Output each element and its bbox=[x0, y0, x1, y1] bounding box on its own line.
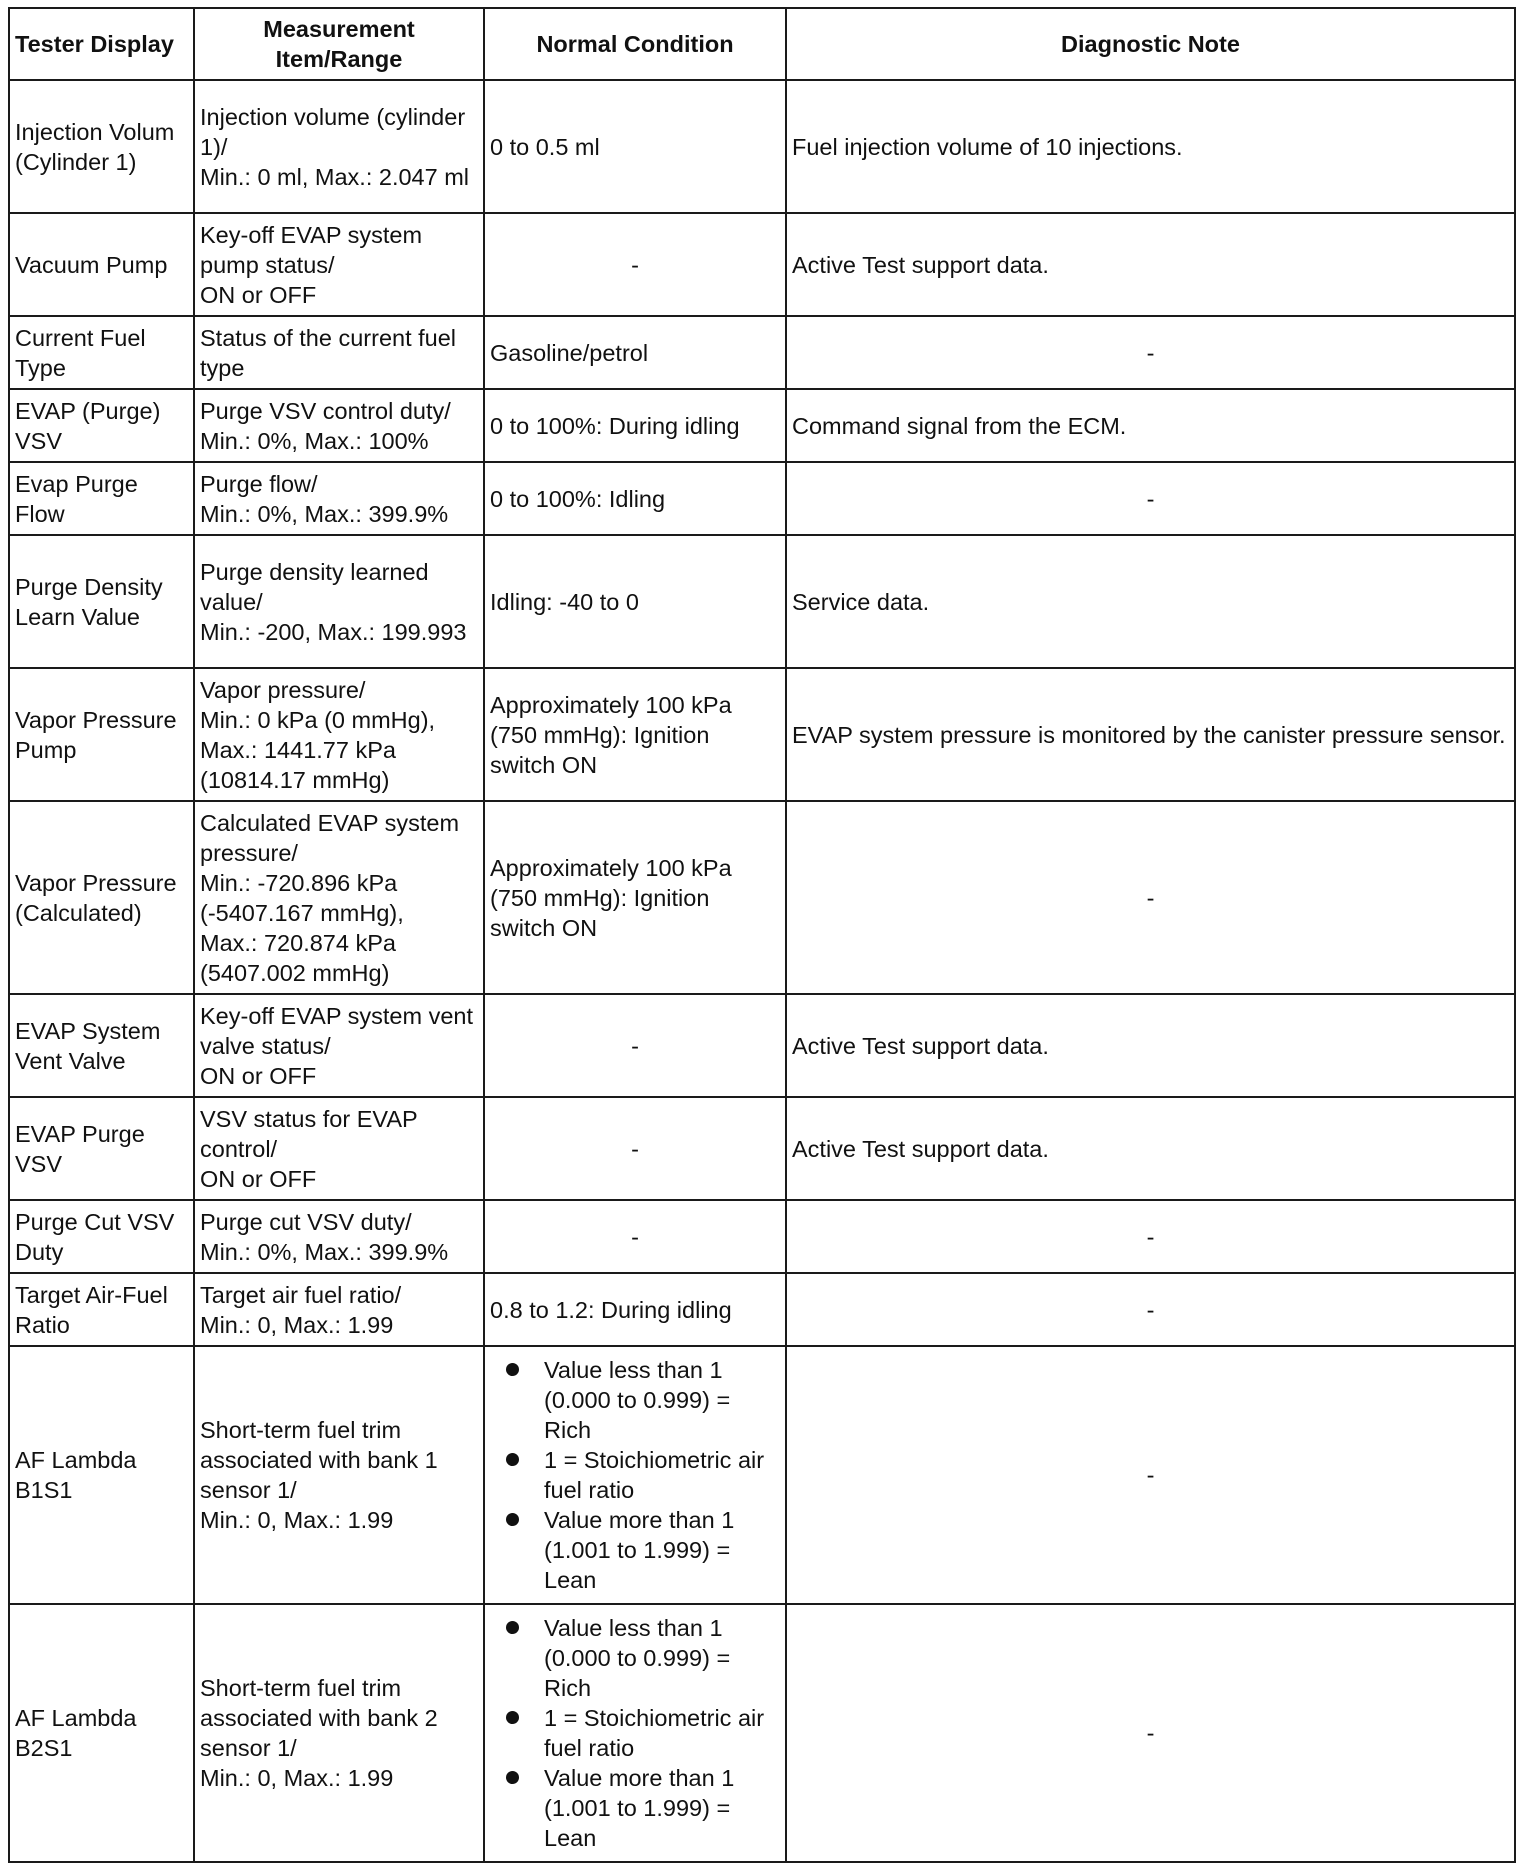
measurement-cell: Calculated EVAP system pressure/ Min.: -720.896 kPa (-5407.167 mmHg), Max.: 720.874 kPa (5407.002 mmHg) bbox=[194, 801, 484, 994]
table-row bbox=[9, 316, 1515, 389]
normal-condition-cell: - bbox=[484, 1200, 786, 1273]
tester-display-cell: Target Air-Fuel Ratio bbox=[9, 1273, 194, 1346]
table-row bbox=[9, 1346, 1515, 1604]
diagnostic-note-cell: Service data. bbox=[786, 535, 1515, 668]
tester-display-cell: Purge Cut VSV Duty bbox=[9, 1200, 194, 1273]
normal-condition-cell bbox=[484, 1346, 786, 1604]
table-row bbox=[9, 462, 1515, 535]
diagnostic-note-cell: Fuel injection volume of 10 injections. bbox=[786, 80, 1515, 213]
table-row bbox=[9, 80, 1515, 213]
normal-condition-cell: 0 to 100%: Idling bbox=[484, 462, 786, 535]
normal-condition-cell: 0 to 100%: During idling bbox=[484, 389, 786, 462]
header-normal-condition: Normal Condition bbox=[484, 8, 786, 80]
tester-display-cell: Vapor Pressure (Calculated) bbox=[9, 801, 194, 994]
normal-condition-list bbox=[490, 1613, 780, 1853]
list-item: Value less than 1 (0.000 to 0.999) = Rich bbox=[502, 1613, 780, 1703]
measurement-cell: Key-off EVAP system pump status/ ON or OFF bbox=[194, 213, 484, 316]
list-item: 1 = Stoichiometric air fuel ratio bbox=[502, 1703, 780, 1763]
diagnostic-note-cell: EVAP system pressure is monitored by the canister pressure sensor. bbox=[786, 668, 1515, 801]
table-row bbox=[9, 668, 1515, 801]
measurement-cell: Short-term fuel trim associated with bank 2 sensor 1/ Min.: 0, Max.: 1.99 bbox=[194, 1604, 484, 1862]
diagnostic-note-cell: - bbox=[786, 316, 1515, 389]
measurement-cell: Purge cut VSV duty/ Min.: 0%, Max.: 399.9% bbox=[194, 1200, 484, 1273]
table-row bbox=[9, 801, 1515, 994]
normal-condition-cell: 0.8 to 1.2: During idling bbox=[484, 1273, 786, 1346]
measurement-cell: VSV status for EVAP control/ ON or OFF bbox=[194, 1097, 484, 1200]
diagnostic-note-cell: - bbox=[786, 1346, 1515, 1604]
table-row bbox=[9, 1097, 1515, 1200]
diagnostic-note-cell: Active Test support data. bbox=[786, 213, 1515, 316]
tester-display-cell: EVAP Purge VSV bbox=[9, 1097, 194, 1200]
list-item: 1 = Stoichiometric air fuel ratio bbox=[502, 1445, 780, 1505]
list-item: Value less than 1 (0.000 to 0.999) = Rich bbox=[502, 1355, 780, 1445]
data-list-table bbox=[8, 7, 1516, 1863]
table-row bbox=[9, 213, 1515, 316]
table-row bbox=[9, 535, 1515, 668]
diagnostic-note-cell: - bbox=[786, 1200, 1515, 1273]
diagnostic-note-cell: Active Test support data. bbox=[786, 1097, 1515, 1200]
tester-display-cell: Purge Density Learn Value bbox=[9, 535, 194, 668]
normal-condition-cell bbox=[484, 1604, 786, 1862]
table-row bbox=[9, 994, 1515, 1097]
measurement-cell: Target air fuel ratio/ Min.: 0, Max.: 1.99 bbox=[194, 1273, 484, 1346]
tester-display-cell: EVAP (Purge) VSV bbox=[9, 389, 194, 462]
measurement-cell: Purge flow/ Min.: 0%, Max.: 399.9% bbox=[194, 462, 484, 535]
measurement-cell: Purge density learned value/ Min.: -200, Max.: 199.993 bbox=[194, 535, 484, 668]
tester-display-cell: Current Fuel Type bbox=[9, 316, 194, 389]
normal-condition-cell: - bbox=[484, 994, 786, 1097]
diagnostic-note-cell: - bbox=[786, 801, 1515, 994]
header-tester-display: Tester Display bbox=[9, 8, 194, 80]
tester-display-cell: EVAP System Vent Valve bbox=[9, 994, 194, 1097]
list-item: Value more than 1 (1.001 to 1.999) = Lean bbox=[502, 1763, 780, 1853]
diagnostic-note-cell: Command signal from the ECM. bbox=[786, 389, 1515, 462]
normal-condition-cell: 0 to 0.5 ml bbox=[484, 80, 786, 213]
table-row bbox=[9, 1273, 1515, 1346]
measurement-cell: Injection volume (cylinder 1)/ Min.: 0 ml, Max.: 2.047 ml bbox=[194, 80, 484, 213]
normal-condition-cell: Gasoline/petrol bbox=[484, 316, 786, 389]
normal-condition-cell: - bbox=[484, 1097, 786, 1200]
table-header-row bbox=[9, 8, 1515, 80]
tester-display-cell: Evap Purge Flow bbox=[9, 462, 194, 535]
table-row bbox=[9, 1200, 1515, 1273]
normal-condition-cell: Idling: -40 to 0 bbox=[484, 535, 786, 668]
normal-condition-cell: - bbox=[484, 213, 786, 316]
diagnostic-note-cell: - bbox=[786, 462, 1515, 535]
header-measurement-item-range: Measurement Item/Range bbox=[194, 8, 484, 80]
normal-condition-cell: Approximately 100 kPa (750 mmHg): Ignition switch ON bbox=[484, 668, 786, 801]
tester-display-cell: AF Lambda B1S1 bbox=[9, 1346, 194, 1604]
normal-condition-cell: Approximately 100 kPa (750 mmHg): Ignition switch ON bbox=[484, 801, 786, 994]
tester-display-cell: AF Lambda B2S1 bbox=[9, 1604, 194, 1862]
tester-display-cell: Vacuum Pump bbox=[9, 213, 194, 316]
diagnostic-note-cell: - bbox=[786, 1604, 1515, 1862]
header-diagnostic-note: Diagnostic Note bbox=[786, 8, 1515, 80]
measurement-cell: Key-off EVAP system vent valve status/ ON or OFF bbox=[194, 994, 484, 1097]
measurement-cell: Purge VSV control duty/ Min.: 0%, Max.: 100% bbox=[194, 389, 484, 462]
measurement-cell: Short-term fuel trim associated with bank 1 sensor 1/ Min.: 0, Max.: 1.99 bbox=[194, 1346, 484, 1604]
normal-condition-list bbox=[490, 1355, 780, 1595]
diagnostic-note-cell: - bbox=[786, 1273, 1515, 1346]
tester-display-cell: Vapor Pressure Pump bbox=[9, 668, 194, 801]
table-row bbox=[9, 1604, 1515, 1862]
table-row bbox=[9, 389, 1515, 462]
measurement-cell: Vapor pressure/ Min.: 0 kPa (0 mmHg), Max.: 1441.77 kPa (10814.17 mmHg) bbox=[194, 668, 484, 801]
list-item: Value more than 1 (1.001 to 1.999) = Lean bbox=[502, 1505, 780, 1595]
measurement-cell: Status of the current fuel type bbox=[194, 316, 484, 389]
tester-display-cell: Injection Volum (Cylinder 1) bbox=[9, 80, 194, 213]
diagnostic-note-cell: Active Test support data. bbox=[786, 994, 1515, 1097]
